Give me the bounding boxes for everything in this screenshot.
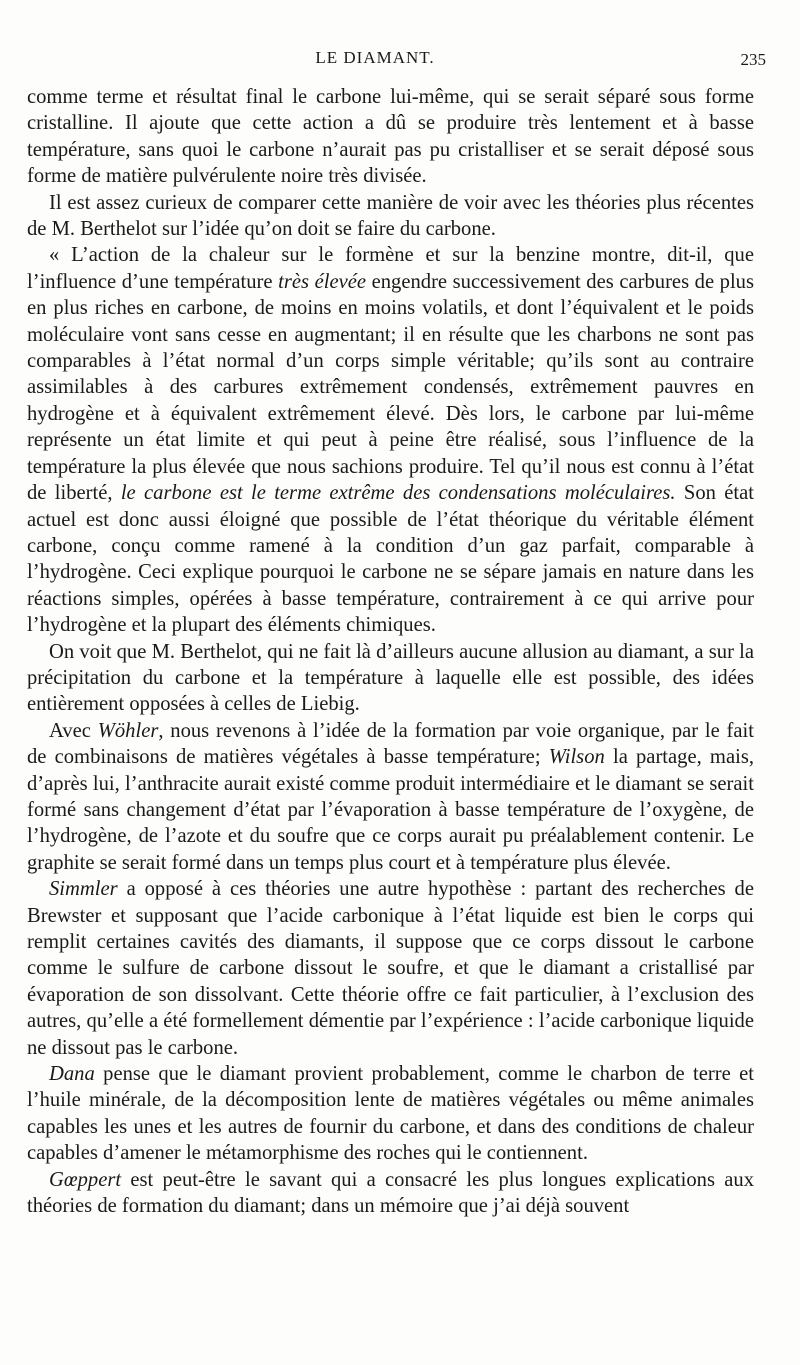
paragraph — [27, 876, 754, 1061]
paragraph — [27, 1061, 754, 1167]
italic-text: le carbone est le terme extrême des condensations moléculaires. — [120, 482, 676, 505]
page-number: 235 — [740, 50, 766, 69]
text-run: Son état actuel est donc aussi éloigné que possible de l’état théorique du véritable élément carbone, conçu comme ramené à la condition d’un gaz parfait, comparable à l’hydrogène. Ceci explique pourquoi le carbone ne se sépare jamais en nature dans les réactions simples, opérées à basse température, contrairement à ce qui arrive pour l’hydrogène et la plupart des éléments chimiques. — [27, 482, 754, 637]
text-run: On voit que M. Berthelot, qui ne fait là d’ailleurs aucune allusion au diamant, a sur la précipitation du carbone et la température à laquelle elle est possible, des idées entièrement opposées à celles de Liebig. — [27, 640, 754, 716]
italic-text: Simmler — [49, 878, 118, 901]
italic-text: Gœppert — [49, 1168, 122, 1191]
italic-text: Wilson — [548, 746, 605, 769]
text-run: Avec — [49, 719, 98, 742]
running-header — [0, 48, 800, 72]
paragraph — [27, 84, 754, 190]
text-run: pense que le diamant provient probablement, comme le charbon de terre et l’huile minérale, de la décomposition lente de matières végétales ou même animales capables les unes et les autres de fournir du carbone, et dans des conditions de chaleur capables d’amener le métamorphisme des roches qui le contiennent. — [27, 1063, 754, 1165]
paragraph — [27, 639, 754, 718]
text-run: comme terme et résultat final le carbone lui-même, qui se serait séparé sous forme cristalline. Il ajoute que cette action a dû se produire très lentement et à basse température, sans quoi le carbone n’aurait pas pu cristalliser et se serait déposé sous forme de matière pulvérulente noire très divisée. — [27, 86, 754, 188]
paragraph — [27, 190, 754, 243]
text-run: engendre successivement des carbures de plus en plus riches en carbone, de moins en moins volatils, et dont l’équivalent et le poids moléculaire vont sans cesse en augmentant; il en résulte que les charbons ne sont pas comparables à l’état normal d’un corps simple véritable; qu’ils sont au contraire assimilables à des carbures extrêmement condensés, extrêmement pauvres en hydrogène et à équivalent extrêmement élevé. Dès lors, le carbone par lui-même représente un état limite et qui peut à peine être réalisé, sous l’influence de la température la plus élevée que nous sachions produire. Tel qu’il nous est connu à l’état de liberté, — [27, 270, 754, 505]
italic-text: Wöhler — [97, 719, 159, 742]
paragraph — [27, 242, 754, 638]
text-run: a opposé à ces théories une autre hypothèse : partant des recherches de Brewster et supposant que l’acide carbonique à l’état liquide est bien le corps qui remplit certaines cavités des diamants, il suppose que ce corps dissout le carbone comme le sulfure de carbone dissout le soufre, et que le diamant a cristallisé par évaporation de son dissolvant. Cette théorie offre ce fait particulier, à l’exclusion des autres, qu’elle a été formellement démentie par l’expérience : l’acide carbonique liquide ne dissout pas le carbone. — [27, 878, 754, 1059]
text-run: est peut-être le savant qui a consacré les plus longues explications aux théories de formation du diamant; dans un mémoire que j’ai déjà souvent — [27, 1168, 754, 1218]
running-title: LE DIAMANT. — [315, 48, 435, 67]
text-run: Il est assez curieux de comparer cette manière de voir avec les théories plus récentes de M. Berthelot sur l’idée qu’on doit se faire du carbone. — [27, 191, 754, 241]
text-run: la partage, mais, d’après lui, l’anthracite aurait existé comme produit intermédiaire et le diamant se serait formé sans changement d’état par l’évaporation à basse température de l’oxygène, de l’hydrogène, de l’azote et du soufre que ce corps aurait pu préalablement contenir. Le graphite se serait formé dans un temps plus court et à température plus élevée. — [27, 746, 754, 874]
italic-text: Dana — [49, 1063, 95, 1086]
text-run: , nous revenons à l’idée de la formation par voie organique, par le fait de combinaisons de matières végétales à basse température; — [27, 719, 754, 769]
text-run: « L’action de la chaleur sur le formène et sur la benzine montre, dit-il, que l’influence d’une température — [27, 244, 754, 293]
italic-text: très élevée — [278, 270, 367, 293]
paragraph — [27, 1167, 754, 1220]
paragraph — [27, 718, 754, 876]
body-text — [27, 84, 754, 1219]
